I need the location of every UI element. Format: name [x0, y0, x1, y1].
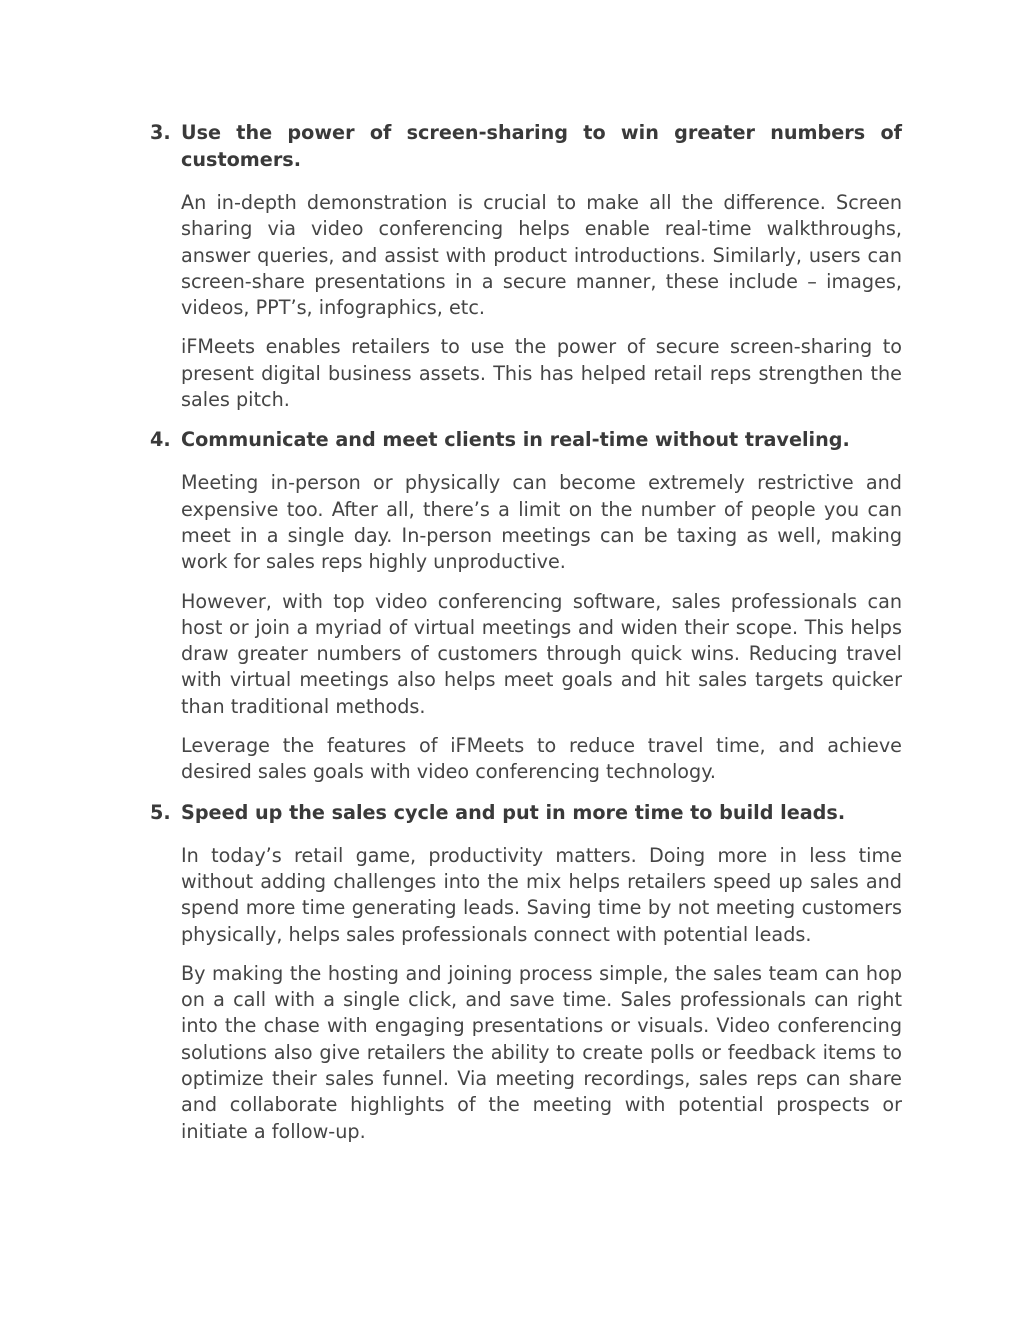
item-heading: Communicate and meet clients in real-time without traveling. — [181, 428, 850, 452]
paragraph: However, with top video conferencing software, sales professionals can host or join a myriad of virtual meetings and widen their scope. This helps draw greater numbers of customers through quick wins. Reducing travel with virtual meetings also helps meet goals and hit sales targets quicker than traditional methods. — [181, 589, 902, 718]
paragraph: Meeting in-person or physically can become extremely restrictive and expensive too. After all, there’s a limit on the number of people you can meet in a single day. In-person meetings can be taxing as well, making work for sales reps highly unproductive. — [181, 471, 902, 574]
paragraph: By making the hosting and joining process simple, the sales team can hop on a call with a single click, and save time. Sales professionals can right into the chase with engaging presentations or visuals. Video conferencing solutions also give retailers the ability to create polls or feedback items to optimize their sales funnel. Via meeting recordings, sales reps can share and collaborate highlights of the meeting with potential prospects or initiate a follow-up. — [181, 961, 902, 1143]
item-heading: Speed up the sales cycle and put in more time to build leads. — [181, 800, 846, 824]
item-number: 4. — [150, 428, 171, 452]
numbered-list — [150, 119, 902, 1145]
paragraph: In today’s retail game, productivity matters. Doing more in less time without adding challenges into the mix helps retailers speed up sales and spend more time generating leads. Saving time by not meeting customers physically, helps sales professionals connect with potential leads. — [181, 843, 902, 946]
paragraph: An in-depth demonstration is crucial to make all the difference. Screen sharing via video conferencing helps enable real-time walkthroughs, answer queries, and assist with product introductions. Similarly, users can screen-share presentations in a secure manner, these include – images, videos, PPT’s, infographics, etc. — [181, 191, 902, 320]
list-item — [150, 119, 902, 413]
item-heading: Use the power of screen-sharing to win greater numbers of customers. — [181, 121, 902, 171]
paragraph: Leverage the features of iFMeets to reduce travel time, and achieve desired sales goals with video conferencing technology. — [181, 734, 902, 784]
list-item — [150, 426, 902, 785]
item-number: 3. — [150, 121, 171, 144]
paragraph: iFMeets enables retailers to use the power of secure screen-sharing to present digital business assets. This has helped retail reps strengthen the sales pitch. — [181, 335, 902, 412]
list-item — [150, 799, 902, 1145]
item-number: 5. — [150, 800, 171, 824]
